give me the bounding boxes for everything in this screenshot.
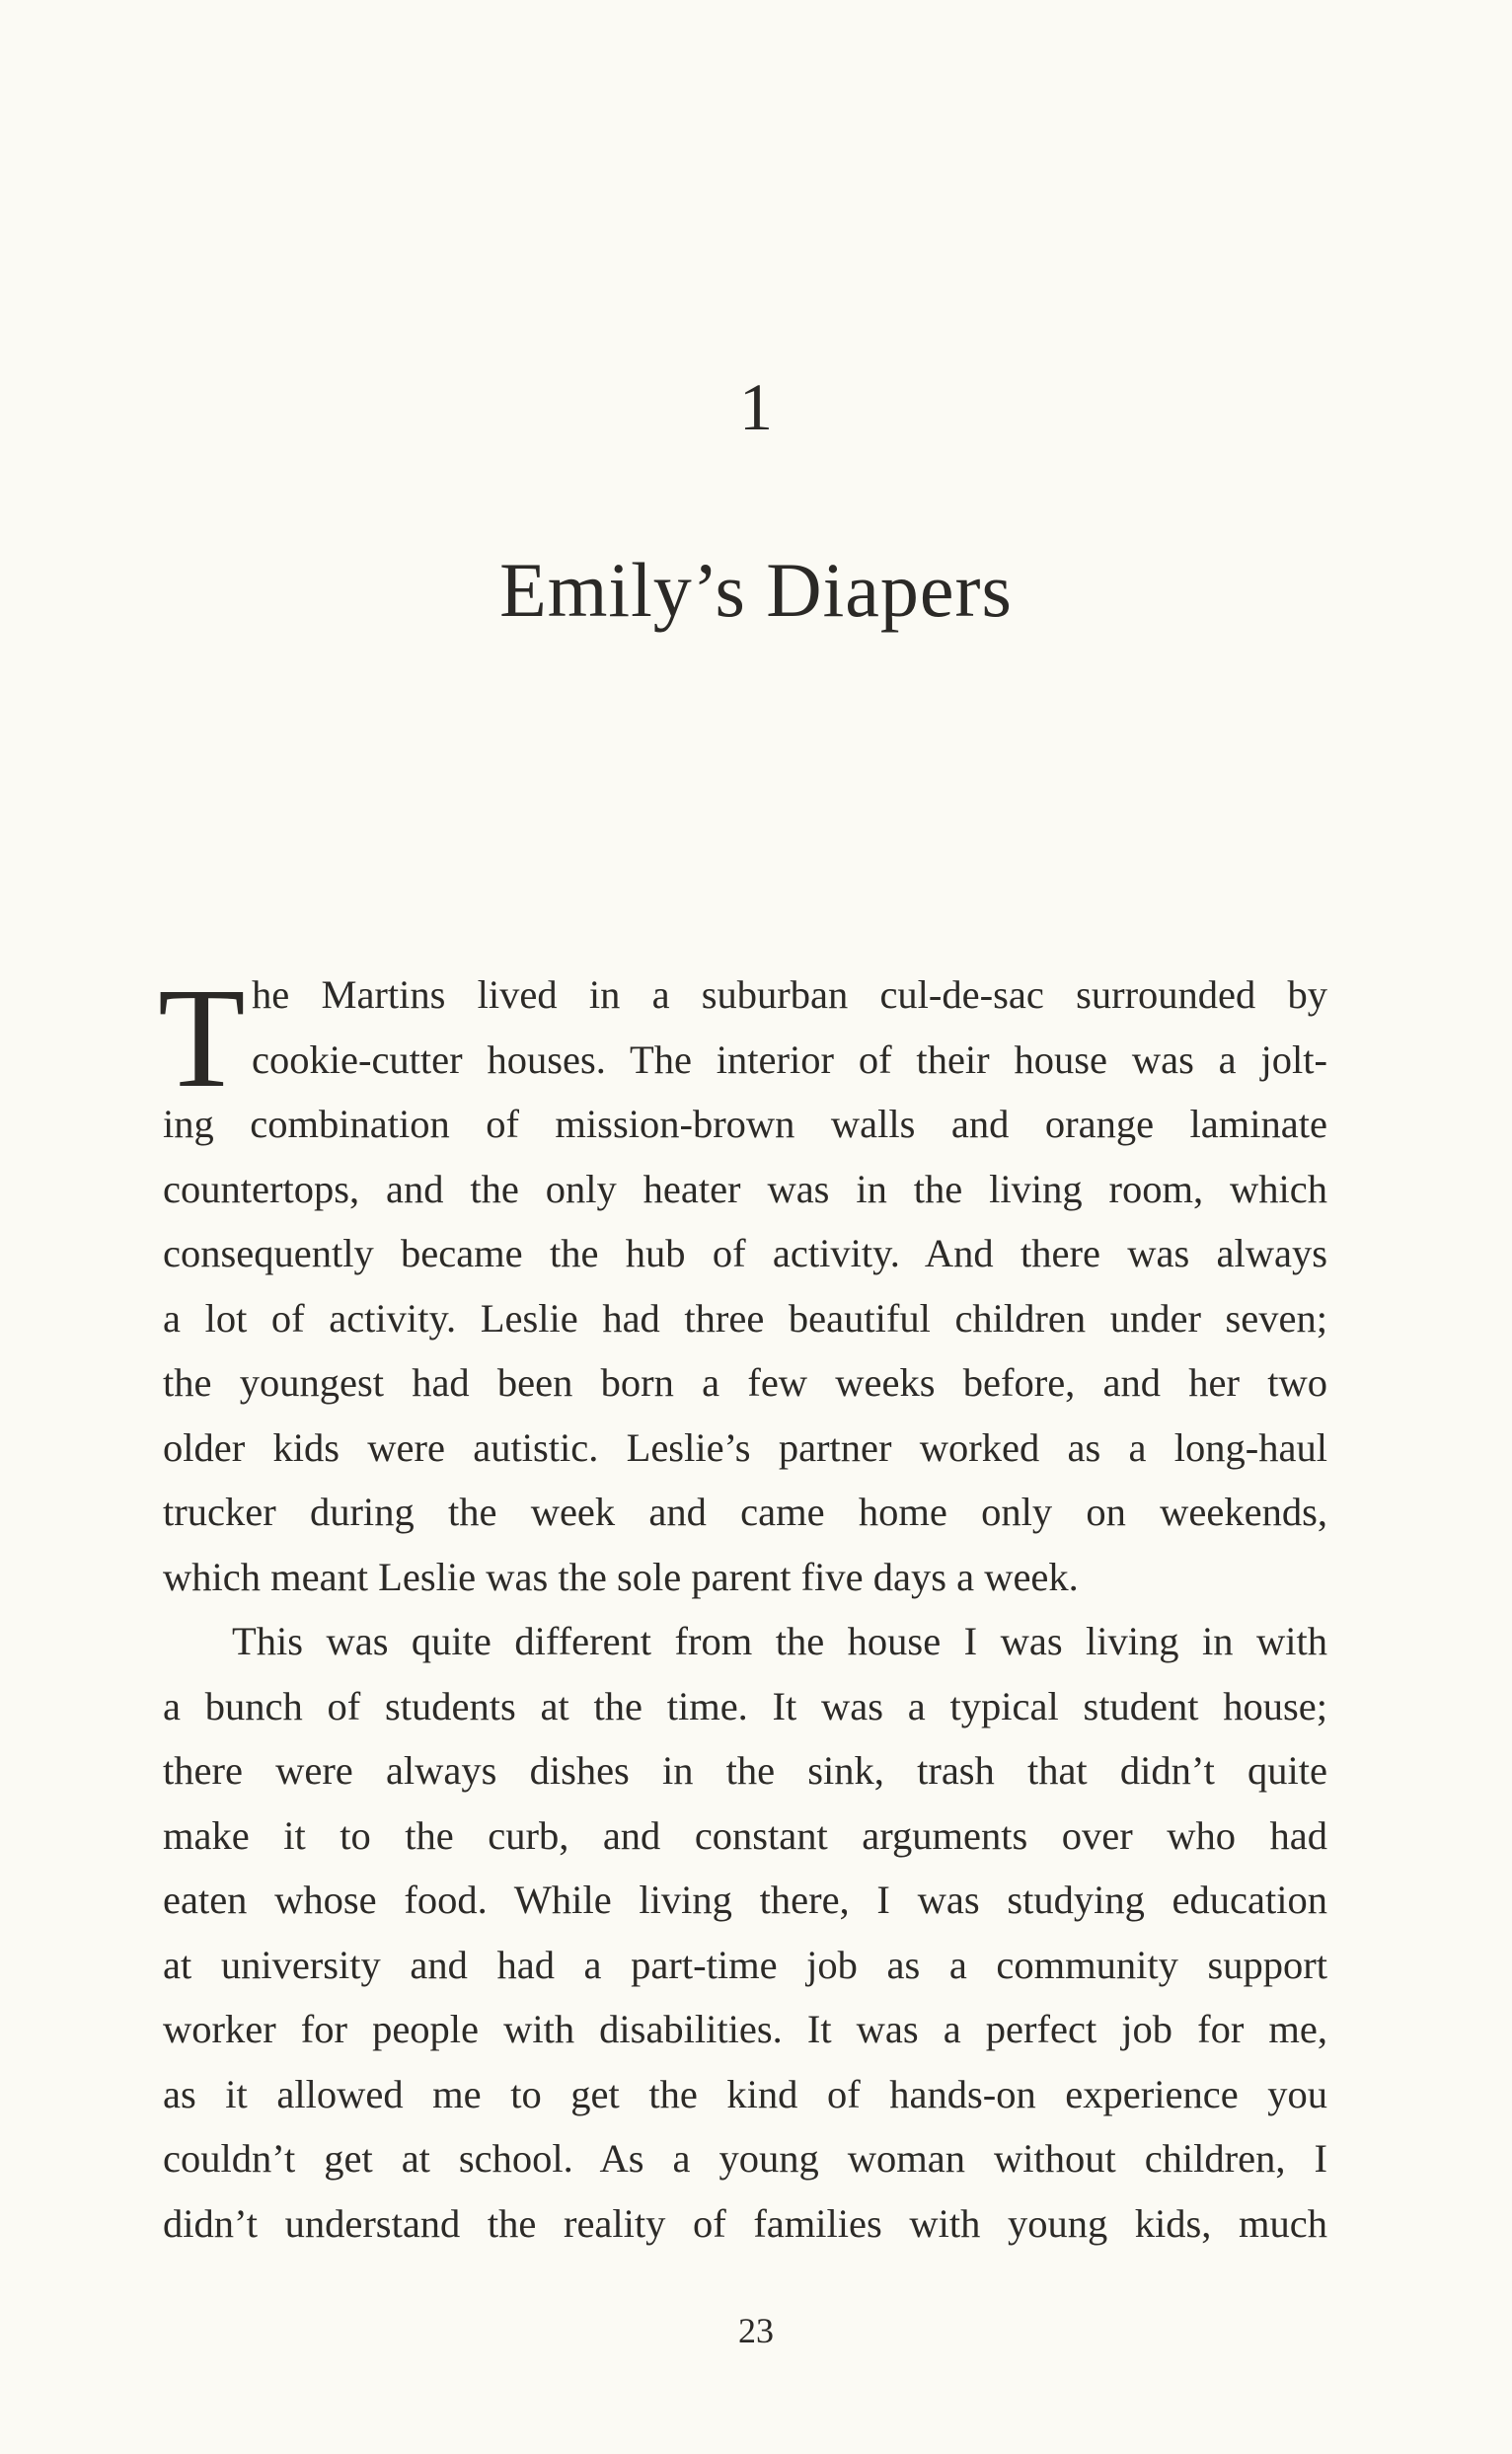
text-line: didn’t understand the reality of families with young kids, much: [163, 2200, 1327, 2246]
chapter-number: 1: [739, 369, 773, 444]
body-text: [163, 962, 1327, 2256]
text-line: This was quite different from the house I was living in with: [232, 1619, 1327, 1663]
text-line: couldn’t get at school. As a young woman without children, I: [163, 2136, 1327, 2181]
text-line: make it to the curb, and constant arguments over who had: [163, 1812, 1327, 1858]
text-line: eaten whose food. While living there, I was studying education: [163, 1878, 1327, 1922]
text-line: he Martins lived in a suburban cul-de-sac surrounded by: [252, 972, 1327, 1017]
text-line: as it allowed me to get the kind of hands-on experience you: [163, 2071, 1327, 2116]
text-line: which meant Leslie was the sole parent five days a week.: [163, 1554, 1079, 1599]
text-line: ing combination of mission-brown walls and orange laminate: [163, 1102, 1327, 1146]
page-number: 23: [738, 2311, 774, 2350]
chapter-title: Emily’s Diapers: [499, 547, 1013, 633]
text-line: countertops, and the only heater was in the living room, which: [163, 1166, 1327, 1211]
text-line: trucker during the week and came home only on weekends,: [163, 1490, 1327, 1534]
text-line: worker for people with disabilities. It was a perfect job for me,: [163, 2007, 1327, 2051]
text-line: at university and had a part-time job as a community support: [163, 1942, 1327, 1987]
text-line: a lot of activity. Leslie had three beautiful children under seven;: [163, 1295, 1327, 1341]
text-line: a bunch of students at the time. It was a typical student house;: [163, 1683, 1327, 1728]
text-line: cookie-cutter houses. The interior of their house was a jolt-: [252, 1036, 1327, 1082]
text-line: older kids were autistic. Leslie’s partner worked as a long-haul: [163, 1424, 1327, 1470]
text-line: there were always dishes in the sink, trash that didn’t quite: [163, 1748, 1327, 1793]
drop-cap: T: [158, 959, 246, 1117]
text-line: consequently became the hub of activity. And there was always: [163, 1231, 1327, 1275]
text-line: the youngest had been born a few weeks before, and her two: [163, 1360, 1327, 1405]
